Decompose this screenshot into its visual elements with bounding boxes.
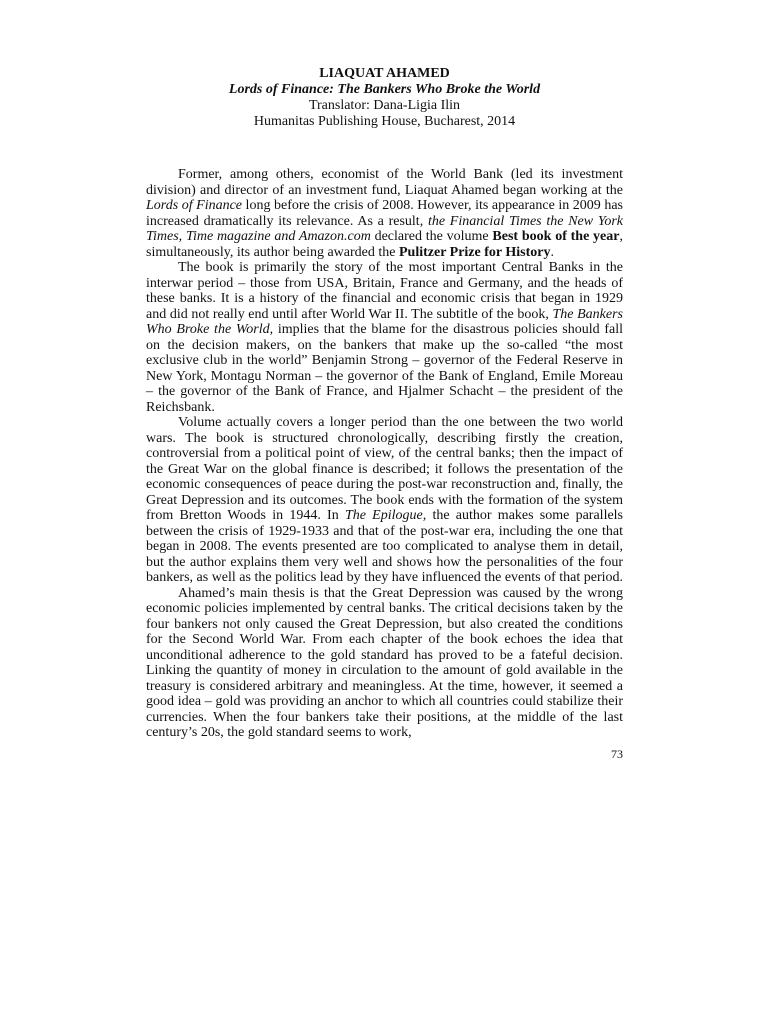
bold-text: Pulitzer Prize for History [398,244,551,260]
paragraph-text: The book is primarily the story of the most important Central Banks in the interwar period – those from USA, Britain, France and Germany, and the heads of these banks. It is a history of the financial and economic crisis that began in 1929 and did not really end until after World War II. The subtitle of the book, [146,260,623,322]
italic-text: the Financial Times the New York Times, Time magazine and Amazon.com [146,213,623,244]
publisher-line: Humanitas Publishing House, Bucharest, 2014 [253,114,516,129]
paragraph-text: declared the volume [370,229,493,244]
review-header [146,66,623,130]
paragraph-text: , simultaneously, its author being awarded the [146,229,623,260]
page-number: 73 [611,747,623,761]
bold-text: Best book of the year [492,229,620,244]
paragraph-text: Volume actually covers a longer period than the one between the two world wars. The book is structured chronologically, describing firstly the creation, controversial from a political point of view, of the central banks; then the impact of the Great War on the global finance is described; it follows the presentation of the economic consequences of peace during the post-war reconstruction and, finally, the Great Depression and its outcomes. The book ends with the formation of the system from Bretton Woods in 1944. In [146,415,623,523]
translator-line: Translator: Dana-Ligia Ilin [308,98,461,113]
body-paragraph [146,586,623,741]
body-paragraph [146,260,623,415]
paragraph-text: , implies that the blame for the disastrous policies should fall on the decision makers, on the bankers that make up the so-called “the most exclusive club in the world” Benjamin Strong – governor of the Federal Reserve in New York, Montagu Norman – the governor of the Bank of England, Emile Moreau – the governor of the Bank of France, and Hjalmer Schacht – the president of the Reichsbank. [146,322,623,415]
document-page [146,66,623,741]
italic-text: The Epilogue, [344,508,427,523]
author-name: LIAQUAT AHAMED [319,66,450,81]
paragraph-text: the author makes some parallels between the crisis of 1929-1933 and that of the post-war era, including the one that began in 2008. The events presented are too complicated to analyse them in detail, but the author explains them very well and shows how the personalities of the four bankers, as well as the politics lead by they have influenced the events of that period. [146,508,624,585]
italic-text: Lords of Finance [146,198,243,213]
body-paragraph [146,167,623,260]
body-paragraph [146,415,623,586]
paragraph-text: Former, among others, economist of the World Bank (led its investment division) and director of an investment fund, Liaquat Ahamed began working at the [146,167,623,198]
paragraph-text: . [550,244,554,260]
italic-text: The Bankers Who Broke the World [146,306,623,337]
review-body [146,167,623,741]
paragraph-text: long before the crisis of 2008. However, its appearance in 2009 has increased dramatically its relevance. As a result, [146,198,623,229]
paragraph-text: Ahamed’s main thesis is that the Great Depression was caused by the wrong economic policies implemented by central banks. The critical decisions taken by the four bankers not only caused the Great Depression, but also created the conditions for the Second World War. From each chapter of the book echoes the idea that unconditional adherence to the gold standard has proved to be a fateful decision. Linking the quantity of money in circulation to the amount of gold available in the treasury is considered arbitrary and meaningless. At the time, however, it seemed a good idea – gold was providing an anchor to which all countries could stabilize their currencies. When the four bankers take their positions, at the middle of the last century’s 20s, the gold standard seems to work, [146,585,623,740]
book-title: Lords of Finance: The Bankers Who Broke the World [228,82,541,97]
